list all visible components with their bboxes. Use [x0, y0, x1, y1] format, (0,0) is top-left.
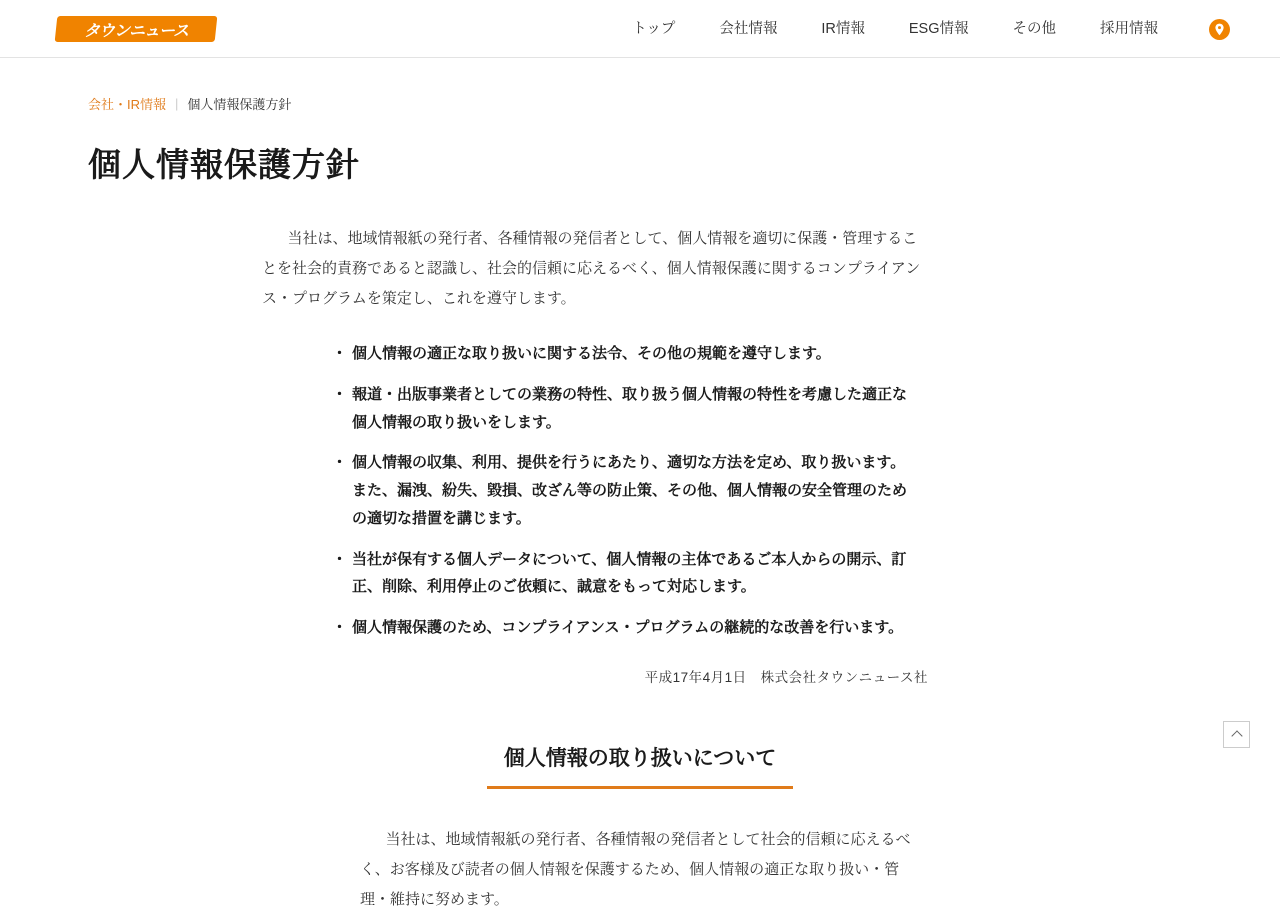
breadcrumb-parent-link[interactable]: 会社・IR情報 — [88, 97, 167, 112]
content-wrapper — [0, 58, 1280, 915]
list-item: ・ 個人情報の適正な取り扱いに関する法令、その他の規範を遵守します。 — [336, 340, 920, 368]
back-to-top-button[interactable] — [1223, 721, 1250, 748]
breadcrumb — [88, 58, 1192, 113]
section-paragraph: 当社は、地域情報紙の発行者、各種情報の発信者として社会的信頼に応えるべく、お客様及び読者の個人情報を保護するため、個人情報の適正な取り扱い・管理・維持に努めます。 — [360, 830, 911, 908]
section-heading — [88, 742, 1192, 789]
logo-text: タウンニュース — [83, 22, 189, 40]
nav-item-esg[interactable]: ESG情報 — [908, 21, 969, 37]
nav-item-ir[interactable]: IR情報 — [821, 21, 865, 37]
location-pin-button[interactable] — [1209, 19, 1230, 40]
nav-item-top[interactable]: トップ — [632, 21, 676, 37]
policy-list — [88, 340, 1192, 642]
list-item: ・ 個人情報保護のため、コンプライアンス・プログラムの継続的な改善を行います。 — [336, 614, 920, 642]
section-heading-text: 個人情報の取り扱いについて — [503, 746, 777, 770]
list-item: ・ 当社が保有する個人データについて、個人情報の主体であるご本人からの開示、訂正、削除、利用停止のご依頼に、誠意をもって対応します。 — [336, 546, 920, 602]
location-pin-icon — [1214, 23, 1225, 36]
breadcrumb-current: 個人情報保護方針 — [187, 97, 292, 112]
townnews-logo[interactable] — [55, 16, 218, 42]
list-item: ・ 報道・出版事業者としての業務の特性、取り扱う個人情報の特性を考慮した適正な個人情報の取り扱いをします。 — [336, 381, 920, 437]
chevron-up-icon — [1231, 730, 1242, 741]
breadcrumb-separator: | — [175, 96, 179, 111]
main-navigation — [610, 0, 1180, 58]
policy-signature: 平成17年4月1日 株式会社タウンニュース社 — [644, 669, 928, 685]
nav-item-recruit[interactable]: 採用情報 — [1100, 21, 1158, 37]
page-title: 個人情報保護方針 — [88, 146, 360, 183]
site-header — [0, 0, 1280, 58]
lead-paragraph: 当社は、地域情報紙の発行者、各種情報の発信者として、個人情報を適切に保護・管理することを社会的責務であると認識し、社会的信頼に応えるべく、個人情報保護に関するコンプライアンス・プログラムを策定し、これを遵守します。 — [262, 230, 921, 307]
section-heading-underline — [487, 786, 793, 789]
list-item: ・ 個人情報の収集、利用、提供を行うにあたり、適切な方法を定め、取り扱います。また、漏洩、紛失、毀損、改ざん等の防止策、その他、個人情報の安全管理のための適切な措置を講じます。 — [336, 449, 920, 532]
nav-item-other[interactable]: その他 — [1012, 21, 1056, 37]
nav-item-company[interactable]: 会社情報 — [719, 21, 778, 37]
page-body — [0, 58, 1280, 908]
